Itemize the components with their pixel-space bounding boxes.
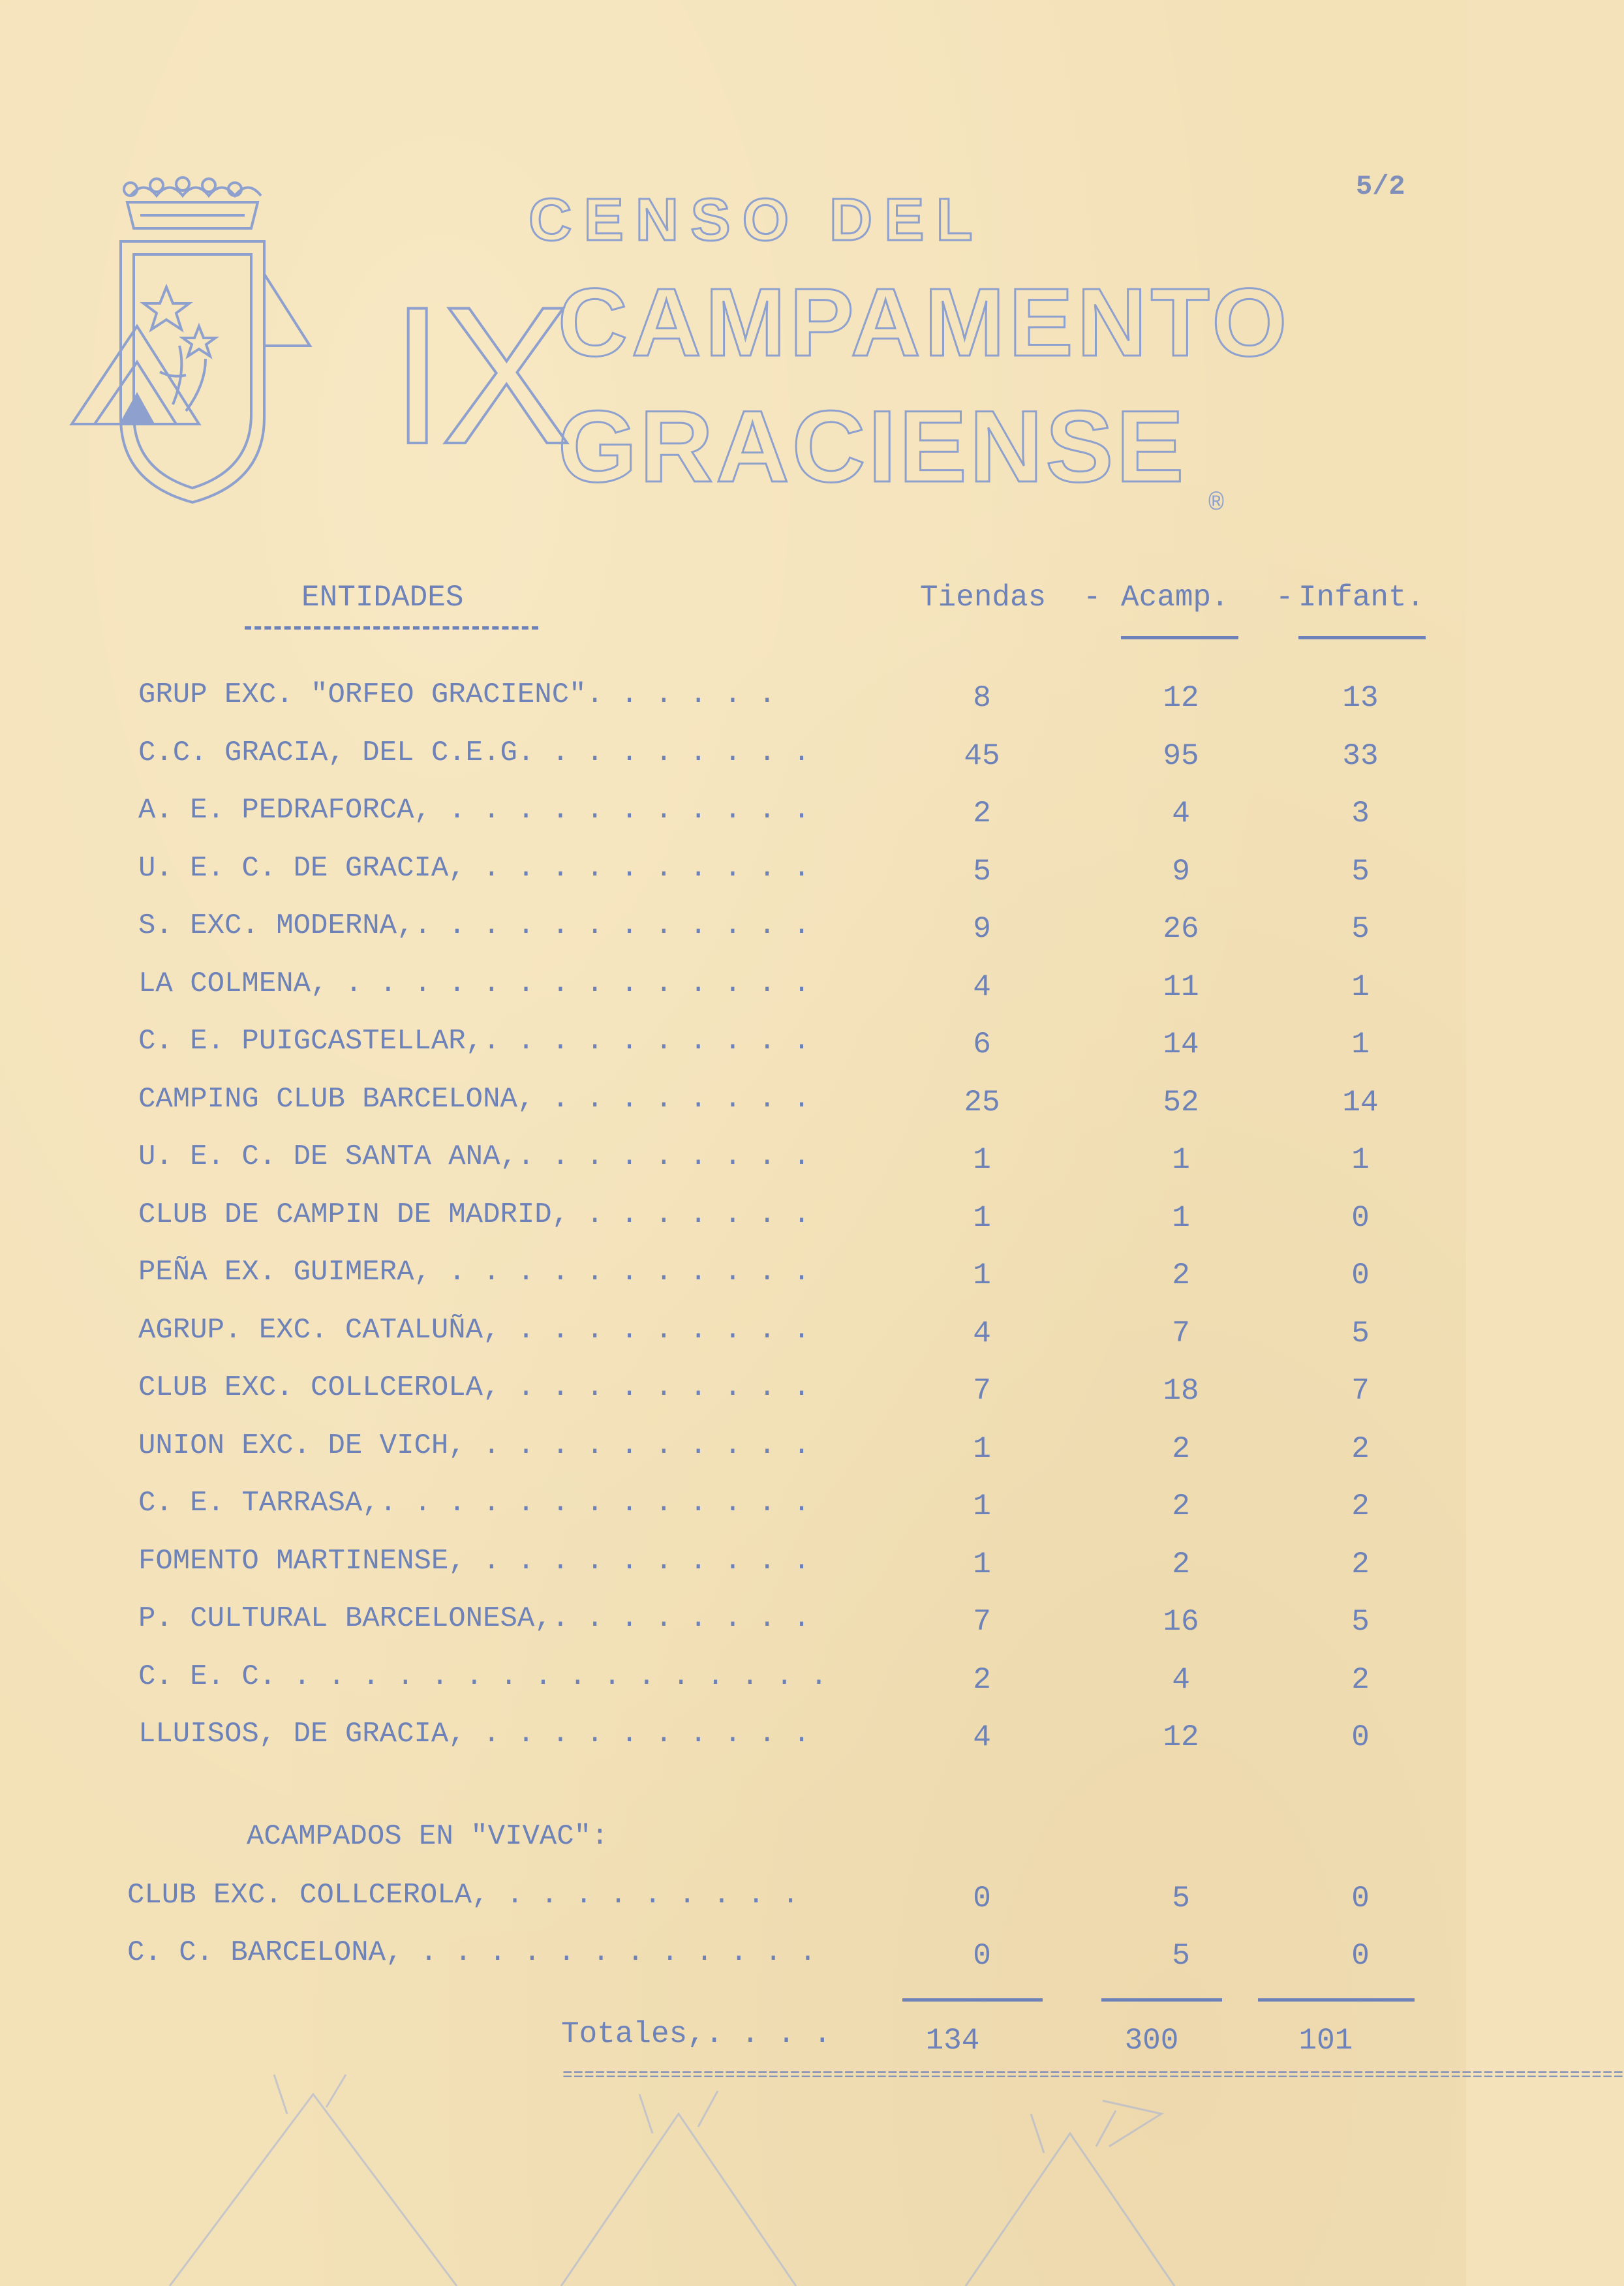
vivac-section-title: ACAMPADOS EN "VIVAC": — [247, 1820, 609, 1853]
entity-name: CLUB EXC. COLLCEROLA, . . . . . . . . . — [138, 1371, 810, 1404]
cell-infant: 5 — [1351, 854, 1370, 889]
cell-acamp: 1 — [1172, 1143, 1190, 1177]
table-row — [0, 1140, 1466, 1193]
table-row — [0, 852, 1466, 904]
header-title-graciense: GRACIENSE — [558, 390, 1187, 504]
table-row — [0, 1602, 1466, 1654]
header-title-censo-del: CENSO DEL — [529, 187, 985, 253]
cell-acamp: 95 — [1163, 739, 1199, 773]
table-row — [0, 1198, 1466, 1251]
entity-name: PEÑA EX. GUIMERA, . . . . . . . . . . . — [138, 1256, 810, 1288]
entity-name: C. C. BARCELONA, . . . . . . . . . . . . — [127, 1936, 817, 1969]
cell-tiendas: 45 — [964, 739, 1000, 773]
cell-infant: 5 — [1351, 912, 1370, 946]
cell-acamp: 12 — [1163, 1720, 1199, 1754]
decorative-tents-drawing — [0, 2075, 1466, 2286]
cell-infant: 14 — [1342, 1085, 1379, 1120]
cell-acamp: 16 — [1163, 1605, 1199, 1639]
entity-name: S. EXC. MODERNA,. . . . . . . . . . . . — [138, 909, 810, 942]
cell-infant: 2 — [1351, 1662, 1370, 1697]
cell-tiendas: 6 — [973, 1028, 991, 1061]
cell-infant: 5 — [1351, 1605, 1370, 1639]
cell-acamp: 7 — [1172, 1316, 1190, 1350]
cell-acamp: 4 — [1172, 797, 1190, 831]
cell-tiendas: 5 — [973, 854, 991, 889]
column-header-acamp: Acamp. — [1121, 581, 1229, 615]
table-row — [0, 1879, 1466, 1931]
cell-infant: 2 — [1351, 1431, 1370, 1466]
column-separator-dash: - — [1276, 581, 1294, 615]
totals-double-rule: ================================================================================================== — [562, 2065, 1624, 2085]
entity-name: C.C. GRACIA, DEL C.E.G. . . . . . . . . — [138, 736, 810, 769]
entity-name: GRUP EXC. "ORFEO GRACIENC". . . . . . — [138, 678, 776, 711]
cell-tiendas: 2 — [973, 1662, 991, 1697]
total-tiendas: 134 — [925, 2024, 980, 2058]
header-title-campamento: CAMPAMENTO — [558, 269, 1291, 376]
total-acamp: 300 — [1124, 2024, 1179, 2058]
entity-name: U. E. C. DE GRACIA, . . . . . . . . . . — [138, 851, 810, 885]
registered-mark: ® — [1208, 489, 1225, 519]
cell-infant: 1 — [1351, 1028, 1370, 1061]
entity-name: LLUISOS, DE GRACIA, . . . . . . . . . . — [138, 1718, 810, 1750]
camp-emblem-logo — [69, 176, 329, 528]
entity-name: AGRUP. EXC. CATALUÑA, . . . . . . . . . — [138, 1313, 810, 1347]
cell-infant: 5 — [1351, 1316, 1370, 1350]
cell-acamp: 2 — [1172, 1431, 1190, 1466]
cell-acamp: 5 — [1172, 1882, 1190, 1915]
entity-name: C. E. TARRASA,. . . . . . . . . . . . . — [138, 1487, 810, 1519]
table-row — [0, 909, 1466, 962]
cell-infant: 3 — [1351, 797, 1370, 831]
totals-label: Totales,. . . . — [561, 2017, 832, 2051]
entity-name: P. CULTURAL BARCELONESA,. . . . . . . . — [138, 1602, 810, 1635]
cell-acamp: 2 — [1172, 1489, 1190, 1523]
cell-tiendas: 4 — [973, 969, 991, 1004]
cell-infant: 0 — [1351, 1939, 1370, 1973]
column-header-infant: Infant. — [1298, 581, 1425, 615]
cell-acamp: 2 — [1172, 1547, 1190, 1581]
cell-acamp: 11 — [1163, 969, 1199, 1004]
cell-tiendas: 0 — [973, 1939, 991, 1973]
cell-tiendas: 4 — [973, 1316, 991, 1350]
cell-tiendas: 1 — [973, 1431, 991, 1466]
cell-tiendas: 1 — [973, 1200, 991, 1235]
cell-tiendas: 2 — [973, 797, 991, 831]
sum-rule-infant — [1258, 1998, 1415, 2002]
cell-acamp: 4 — [1172, 1662, 1190, 1697]
cell-infant: 0 — [1351, 1882, 1370, 1915]
header-underline-entidades — [245, 626, 538, 630]
table-row — [0, 1371, 1466, 1424]
sum-rule-tiendas — [902, 1998, 1043, 2002]
entity-name: FOMENTO MARTINENSE, . . . . . . . . . . — [138, 1544, 810, 1577]
cell-infant: 13 — [1342, 681, 1379, 715]
cell-tiendas: 1 — [973, 1547, 991, 1581]
table-row — [0, 1936, 1466, 1989]
cell-acamp: 14 — [1163, 1028, 1199, 1061]
cell-tiendas: 9 — [973, 912, 991, 946]
cell-tiendas: 25 — [964, 1085, 1000, 1120]
entity-name: CLUB DE CAMPIN DE MADRID, . . . . . . . — [138, 1198, 810, 1231]
table-row — [0, 1718, 1466, 1770]
cell-infant: 1 — [1351, 969, 1370, 1004]
table-row — [0, 1545, 1466, 1597]
cell-tiendas: 7 — [973, 1374, 991, 1408]
table-row — [0, 1429, 1466, 1482]
total-infant: 101 — [1298, 2024, 1353, 2058]
cell-tiendas: 1 — [973, 1143, 991, 1177]
entity-name: A. E. PEDRAFORCA, . . . . . . . . . . . — [138, 794, 810, 827]
cell-infant: 2 — [1351, 1489, 1370, 1523]
column-separator-dash: - — [1083, 581, 1101, 615]
cell-acamp: 9 — [1172, 854, 1190, 889]
entity-name: CAMPING CLUB BARCELONA, . . . . . . . . — [138, 1082, 810, 1116]
table-row — [0, 1256, 1466, 1308]
entity-name: UNION EXC. DE VICH, . . . . . . . . . . — [138, 1429, 810, 1462]
cell-tiendas: 8 — [973, 681, 991, 715]
table-row — [0, 678, 1466, 731]
cell-tiendas: 7 — [973, 1605, 991, 1639]
entity-name: CLUB EXC. COLLCEROLA, . . . . . . . . . — [127, 1879, 799, 1912]
cell-tiendas: 0 — [973, 1882, 991, 1915]
cell-acamp: 1 — [1172, 1200, 1190, 1235]
table-row — [0, 1487, 1466, 1539]
header-underline-acamp — [1121, 636, 1238, 639]
cell-infant: 1 — [1351, 1143, 1370, 1177]
table-row — [0, 1025, 1466, 1077]
page-number: 5/2 — [1356, 171, 1405, 202]
table-row — [0, 1660, 1466, 1713]
entity-name: C. E. PUIGCASTELLAR,. . . . . . . . . . — [138, 1025, 810, 1058]
column-header-entidades: ENTIDADES — [301, 581, 464, 615]
cell-infant: 33 — [1342, 739, 1379, 773]
cell-acamp: 12 — [1163, 681, 1199, 715]
cell-acamp: 26 — [1163, 912, 1199, 946]
cell-tiendas: 1 — [973, 1258, 991, 1292]
cell-tiendas: 4 — [973, 1720, 991, 1754]
cell-infant: 0 — [1351, 1258, 1370, 1292]
header-underline-infant — [1298, 636, 1426, 639]
cell-acamp: 5 — [1172, 1939, 1190, 1973]
entity-name: U. E. C. DE SANTA ANA,. . . . . . . . . — [138, 1140, 810, 1173]
cell-tiendas: 1 — [973, 1489, 991, 1523]
table-row — [0, 1083, 1466, 1135]
sum-rule-acamp — [1101, 1998, 1222, 2002]
cell-acamp: 52 — [1163, 1085, 1199, 1120]
table-row — [0, 794, 1466, 846]
cell-infant: 0 — [1351, 1200, 1370, 1235]
entity-name: C. E. C. . . . . . . . . . . . . . . . . — [138, 1660, 828, 1693]
table-row — [0, 737, 1466, 789]
table-row — [0, 968, 1466, 1020]
header-roman-numeral: IX — [390, 266, 568, 485]
cell-acamp: 2 — [1172, 1258, 1190, 1292]
entity-name: LA COLMENA, . . . . . . . . . . . . . . — [138, 967, 810, 1000]
cell-infant: 7 — [1351, 1374, 1370, 1408]
cell-infant: 0 — [1351, 1720, 1370, 1754]
cell-acamp: 18 — [1163, 1374, 1199, 1408]
table-row — [0, 1314, 1466, 1366]
column-header-tiendas: Tiendas — [920, 581, 1047, 615]
cell-infant: 2 — [1351, 1547, 1370, 1581]
